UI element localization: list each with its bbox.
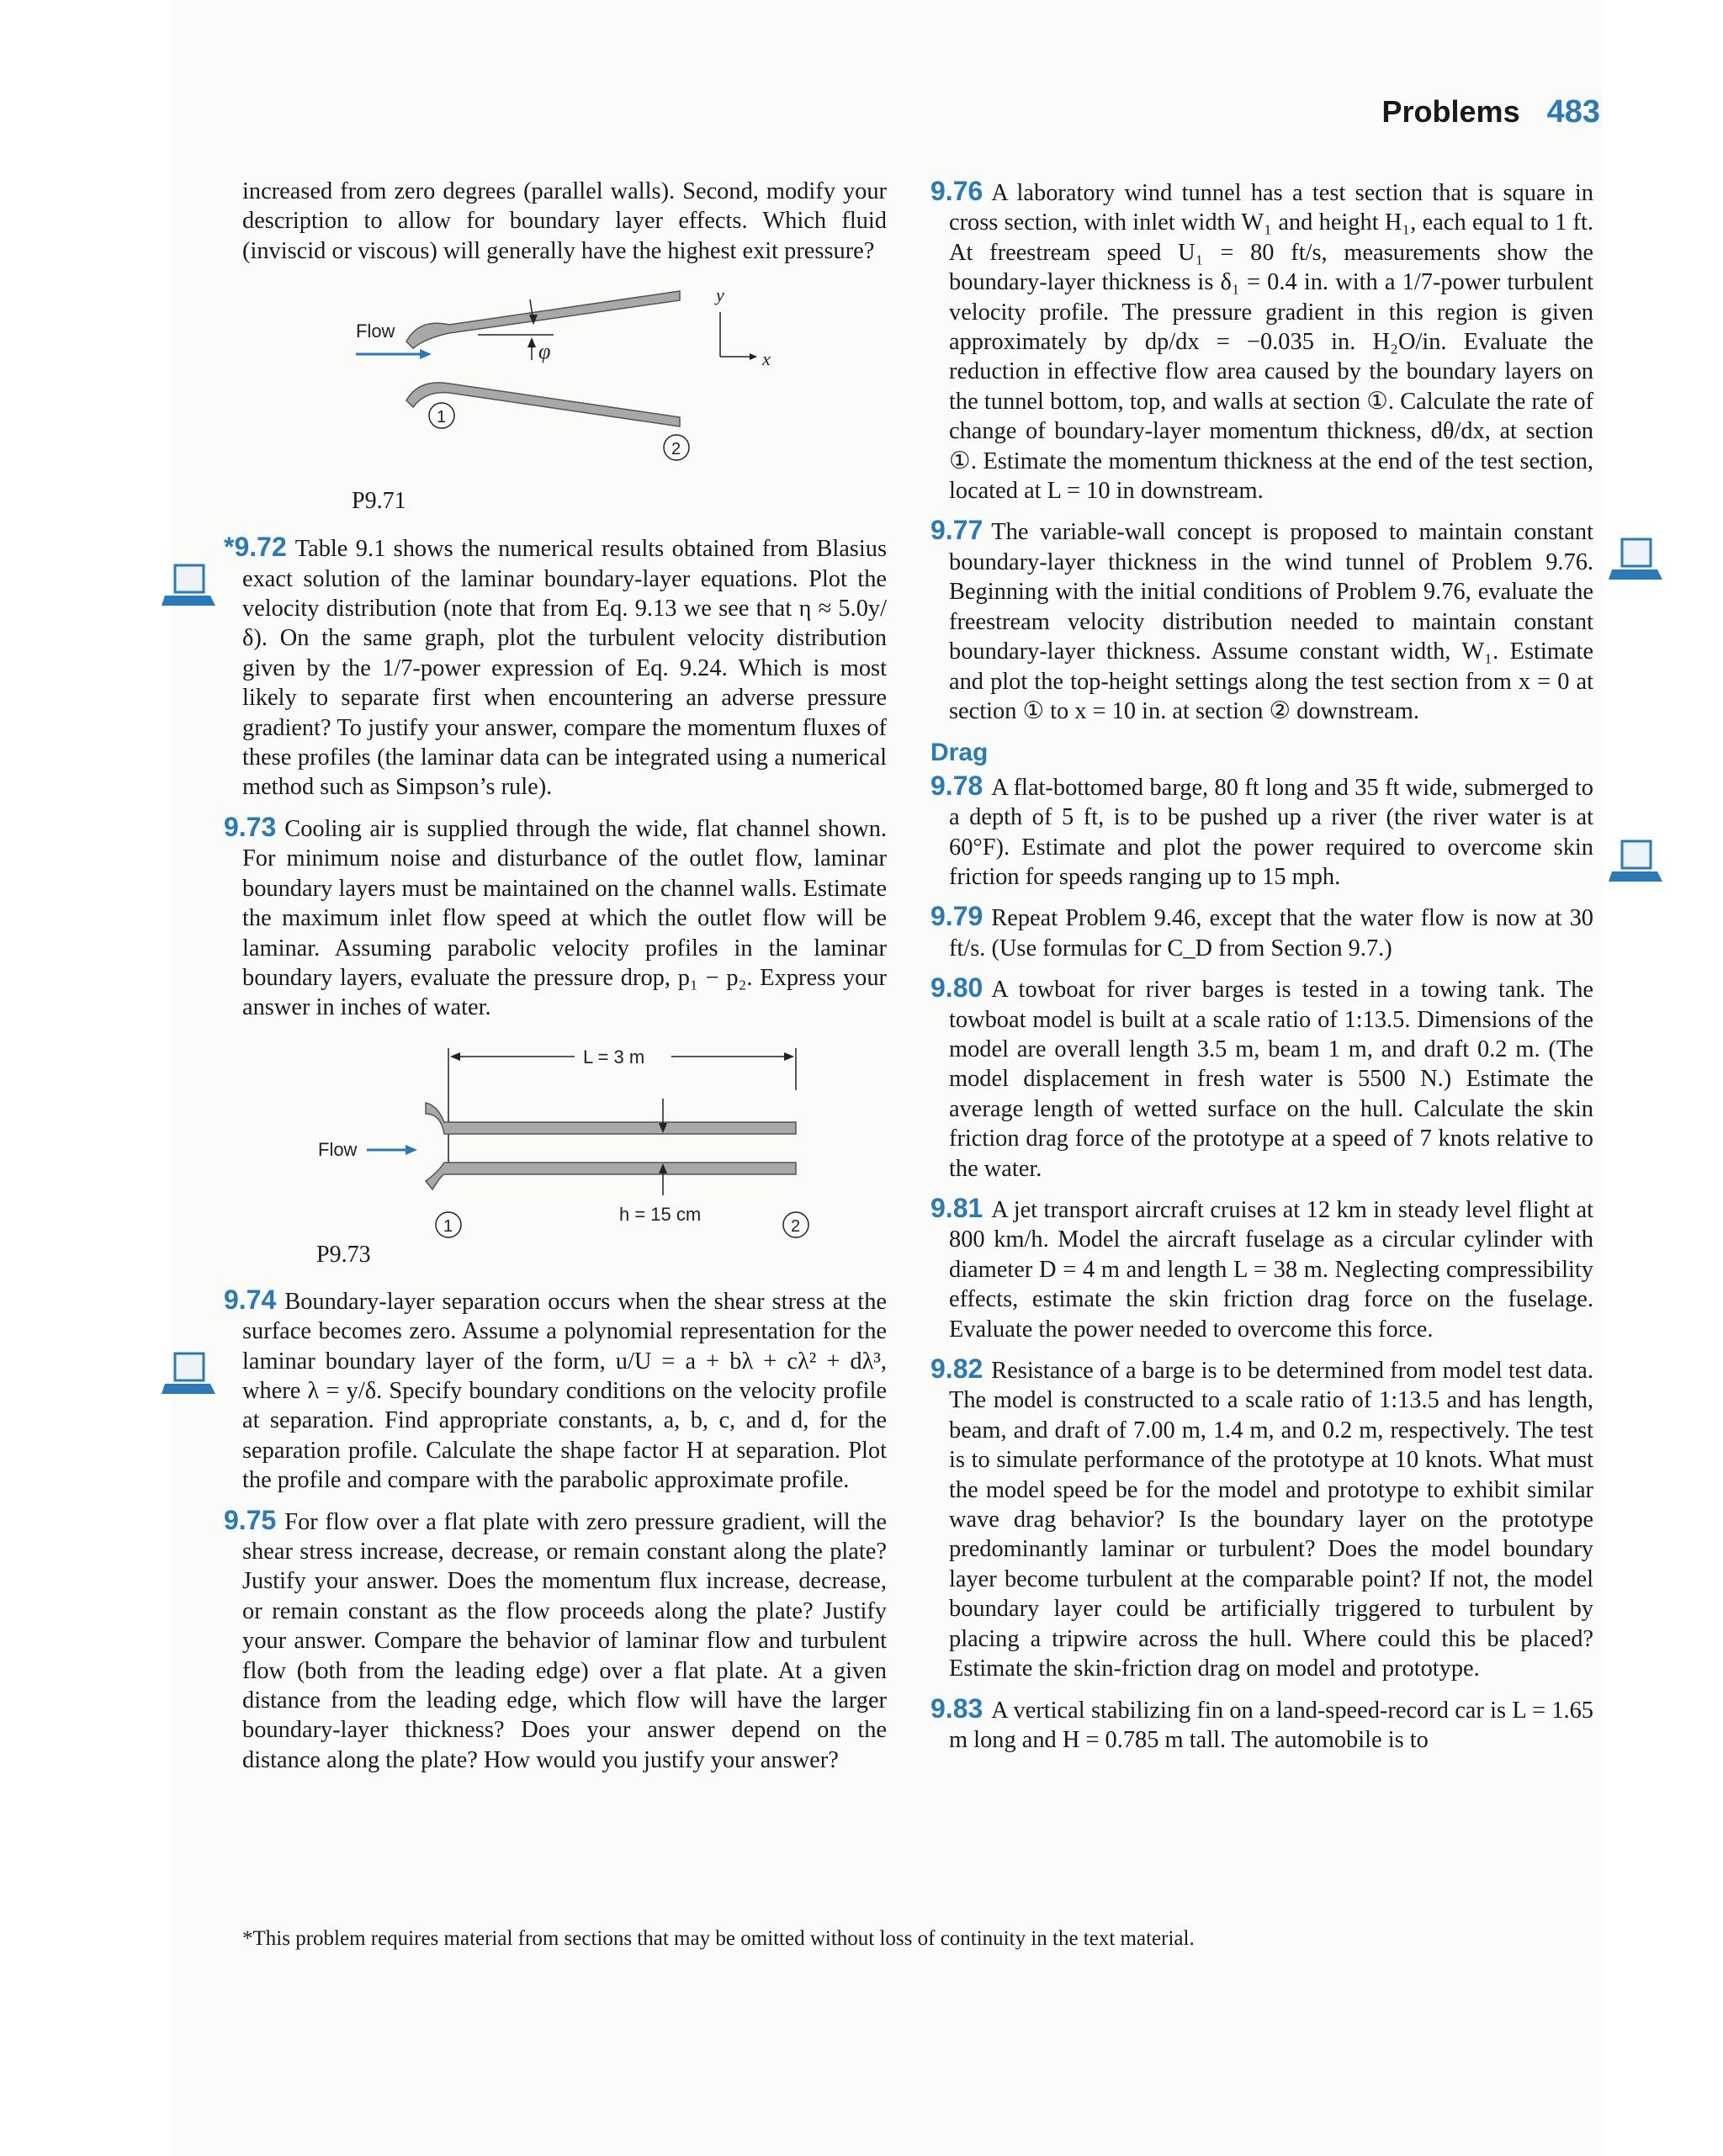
problem-text: Repeat Problem 9.46, except that the water flow is now at 30 ft/s. (Use formulas for C_D from Section 9.7.)	[949, 905, 1593, 961]
problem-9-75	[224, 1504, 887, 1776]
section-2-label: 2	[671, 440, 681, 459]
section-2-label: 2	[791, 1216, 801, 1236]
problem-number: 9.79	[930, 901, 983, 932]
problem-text: Cooling air is supplied through the wide, flat channel shown. For minimum noise and disturbance of the outlet flow, laminar boundary layers must be maintained on the channel walls. Estimate the maximum inlet flow speed at which the outlet flow will be laminar. Assuming parabolic velocity profiles in the laminar boundary layers, evaluate the pressure drop, p₁ − p₂. Express your answer in inches of water.	[242, 815, 887, 1021]
right-column	[930, 176, 1593, 1755]
figure-p9-73	[242, 1023, 887, 1275]
flow-label: Flow	[356, 320, 395, 342]
laptop-icon	[1607, 838, 1666, 888]
problem-number: 9.74	[224, 1284, 277, 1315]
problem-text: A laboratory wind tunnel has a test section that is square in cross section, with inlet width W₁ and height H₁, each equal to 1 ft. At freestream speed U₁ = 80 ft/s, measurements show the boundary-layer thickness is δ₁ = 0.4 in. with a 1/7-power turbulent velocity profile. The pressure gradient in this region is given approximately by dp/dx = −0.035 in. H₂O/in. Evaluate the reduction in effective flow area caused by the boundary layers on the tunnel bottom, top, and walls at section ①. Calculate the rate of change of boundary-layer momentum thickness, dθ/dx, at section ①. Estimate the momentum thickness at the end of the test section, located at L = 10 in downstream.	[949, 180, 1593, 505]
problem-9-72	[224, 532, 887, 803]
phi-label: φ	[538, 339, 551, 364]
problem-number: 9.77	[930, 515, 983, 546]
figure-p9-71	[242, 266, 887, 522]
problem-9-79	[930, 901, 1593, 963]
x-axis-label: x	[762, 348, 771, 370]
dimension-arrowhead-right	[784, 1052, 794, 1061]
problem-9-78	[930, 770, 1593, 893]
problem-number: 9.82	[930, 1353, 983, 1385]
section-1-label: 1	[437, 408, 447, 427]
angle-arrowhead-bottom	[528, 337, 536, 347]
problem-9-82	[930, 1353, 1593, 1683]
problem-9-74	[224, 1284, 887, 1496]
flow-arrowhead	[420, 349, 432, 359]
upper-plate	[426, 1103, 796, 1134]
problem-number: 9.78	[930, 770, 983, 801]
section-1-label: 1	[443, 1216, 453, 1236]
diverging-channel-diagram	[242, 266, 887, 493]
problem-text: Table 9.1 shows the numerical results obtained from Blasius exact solution of the laminar boundary-layer equations. Plot the velocity distribution (note that from Eq. 9.13 we see that η ≈ 5.0y/δ). On the same graph, plot the turbulent velocity distribution given by the 1/7-power expression of Eq. 9.24. Which is most likely to separate first when encountering an adverse pressure gradient? To justify your answer, compare the momentum fluxes of these profiles (the laminar data can be integrated using a numerical method such as Simpson’s rule).	[242, 536, 887, 801]
problem-9-83	[930, 1692, 1593, 1756]
problem-9-76	[930, 176, 1593, 506]
problem-9-80	[930, 972, 1593, 1184]
problem-text: For flow over a flat plate with zero pressure gradient, will the shear stress increase, decrease, or remain constant along the plate? Justify your answer. Does the momentum flux increase, decrease, or remain constant as the flow proceeds along the plate? Justify your answer. Compare the behavior of laminar flow and turbulent flow (both from the leading edge) over a flat plate. At a given distance from the leading edge, which flow will have the larger boundary-layer thickness? Does your answer depend on the distance along the plate? How would you justify your answer?	[242, 1508, 887, 1773]
left-column	[224, 177, 887, 1775]
y-axis-label: y	[716, 284, 724, 306]
problem-number: 9.81	[930, 1193, 983, 1223]
problem-number: 9.76	[930, 176, 983, 206]
problem-text: A vertical stabilizing fin on a land-speed-record car is L = 1.65 m long and H = 0.785 m tall. The automobile is to	[949, 1697, 1593, 1753]
page-header	[1380, 94, 1600, 130]
figure-caption: P9.71	[352, 488, 406, 515]
problem-number: 9.83	[930, 1692, 983, 1724]
footnote: *This problem requires material from sections that may be omitted without loss of continuity in the text material.	[242, 1927, 1195, 1950]
length-label: L = 3 m	[583, 1046, 645, 1067]
height-label: h = 15 cm	[619, 1203, 702, 1225]
laptop-icon	[160, 1350, 219, 1401]
problem-9-73	[224, 811, 887, 1023]
problem-9-77	[930, 515, 1593, 726]
continued-paragraph: increased from zero degrees (parallel walls). Second, modify your description to allow for boundary layer effects. Which fluid (inviscid or viscous) will generally have the highest exit pressure?	[242, 178, 887, 264]
problem-text: A towboat for river barges is tested in a towing tank. The towboat model is built at a scale ratio of 1:13.5. Dimensions of the model are overall length 3.5 m, beam 1 m, and draft 0.2 m. (The model displacement in fresh water is 5500 N.) Estimate the average length of wetted surface on the hull. Calculate the skin friction drag force of the prototype at a speed of 7 knots relative to the water.	[949, 977, 1593, 1182]
problem-number: 9.73	[224, 811, 277, 842]
dimension-arrowhead-left	[450, 1052, 460, 1061]
laptop-icon	[160, 562, 219, 612]
lower-plate	[426, 1163, 796, 1189]
problem-number: 9.75	[224, 1504, 277, 1535]
flow-label: Flow	[318, 1138, 358, 1160]
problem-text: A flat-bottomed barge, 80 ft long and 35 ft wide, submerged to a depth of 5 ft, is to be pushed up a river (the river water is at 60°F). Estimate and plot the power required to overcome skin friction for speeds ranging up to 15 mph.	[949, 774, 1593, 890]
figure-caption: P9.73	[316, 1241, 371, 1268]
problem-number: *9.72	[224, 532, 287, 563]
problem-9-81	[930, 1193, 1593, 1344]
flow-arrowhead	[406, 1145, 417, 1155]
laptop-icon	[1607, 536, 1666, 586]
problem-number: 9.80	[930, 972, 983, 1004]
problem-text: Resistance of a barge is to be determined from model test data. The model is constructed to a scale ratio of 1:13.5 and has length, beam, and draft of 7.00 m, 1.4 m, and 0.2 m, respectively. The test is to simulate performance of the prototype at 10 knots. What must the model speed be for the model and prototype to exhibit similar wave drag behavior? Is the boundary layer on the prototype predominantly laminar or turbulent? Does the model boundary layer become turbulent at the comparable point? If not, the model boundary layer could be artificially triggered to turbulent by placing a tripwire across the hull. Where could this be placed? Estimate the skin-friction drag on model and prototype.	[949, 1358, 1593, 1682]
problem-text: Boundary-layer separation occurs when the shear stress at the surface becomes zero. Assume a polynomial representation for the laminar boundary layer of the form, u/U = a + bλ + cλ² + dλ³, where λ = y/δ. Specify boundary conditions on the velocity profile at separation. Find appropriate constants, a, b, c, and d, for the separation profile. Calculate the shape factor H at separation. Plot the profile and compare with the parabolic approximate profile.	[242, 1288, 887, 1494]
problem-text: The variable-wall concept is proposed to maintain constant boundary-layer thickness in the wind tunnel of Problem 9.76. Beginning with the initial conditions of Problem 9.76, evaluate the freestream velocity distribution needed to maintain constant boundary-layer thickness. Assume constant width, W₁. Estimate and plot the top-height settings along the test section from x = 0 at section ① to x = 10 in. at section ② downstream.	[949, 519, 1593, 724]
section-heading-drag: Drag	[930, 739, 989, 767]
x-axis-arrowhead	[750, 353, 757, 360]
header-title: Problems	[1381, 94, 1520, 129]
flat-channel-diagram	[242, 1031, 887, 1258]
problem-text: A jet transport aircraft cruises at 12 km in steady level flight at 800 km/h. Model the aircraft fuselage as a circular cylinder with diameter D = 4 m and length L = 38 m. Neglecting compressibility effects, estimate the skin friction drag force on the fuselage. Evaluate the power needed to overcome this force.	[949, 1197, 1593, 1343]
page-number: 483	[1546, 94, 1600, 130]
